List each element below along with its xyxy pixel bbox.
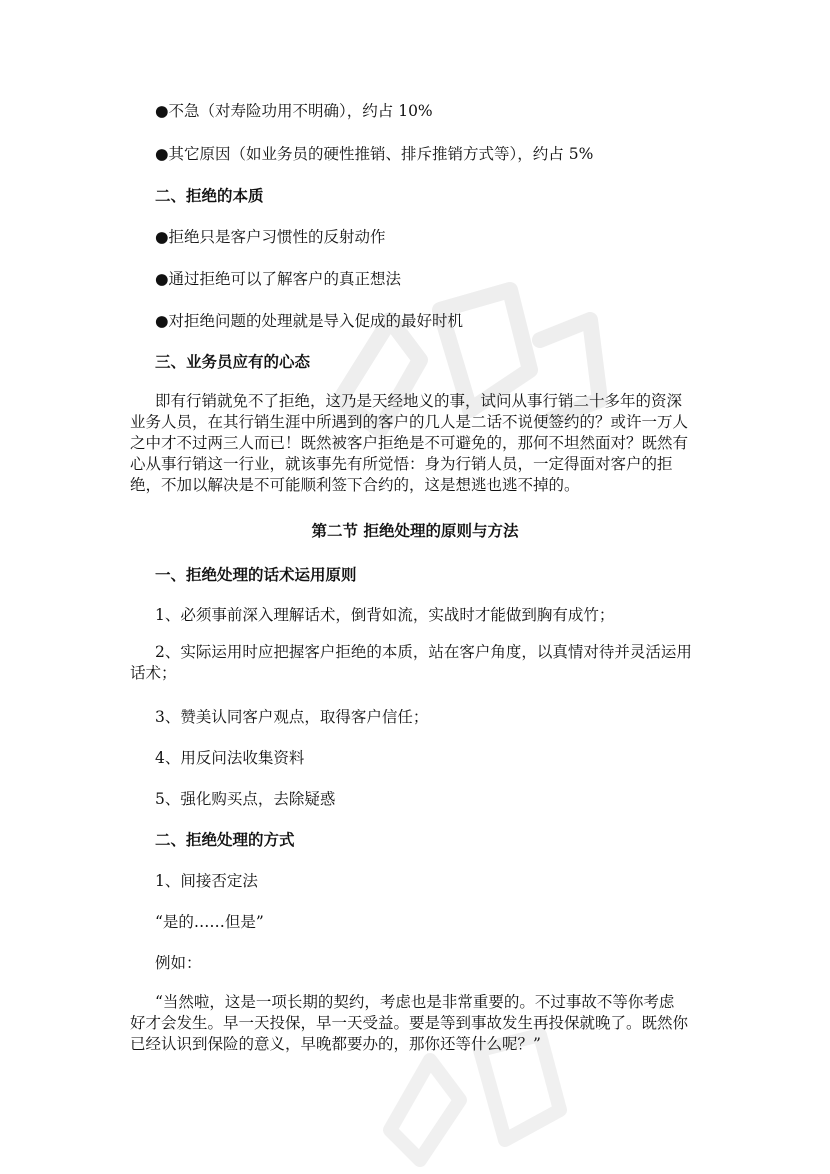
bullet-not-urgent: ●不急（对寿险功用不明确），约占 10% <box>155 102 433 120</box>
heading-mindset: 三、业务员应有的心态 <box>155 352 311 371</box>
mindset-line-5: 绝，不加以解决是不可能顺利签下合约的，这是想逃也逃不掉的。 <box>130 476 580 494</box>
principle-5: 5、强化购买点，去除疑惑 <box>155 790 336 808</box>
method-indirect-negation: 1、间接否定法 <box>155 872 258 890</box>
mindset-line-3: 之中才不过两三人而已！既然被客户拒绝是不可避免的，那何不坦然面对？既然有 <box>130 434 689 452</box>
example-line-1: “当然啦，这是一项长期的契约，考虑也是非常重要的。不过事故不等你考虑 <box>155 993 675 1011</box>
principle-2 <box>130 642 730 684</box>
mindset-line-2: 业务人员，在其行销生涯中所遇到的客户的几人是二话不说便签约的？或许一万人 <box>130 413 689 431</box>
example-line-3: 已经认识到保险的意义，早晚都要办的，那你还等什么呢？” <box>130 1035 541 1053</box>
principle-4: 4、用反问法收集资料 <box>155 749 305 767</box>
bullet-true-thoughts: ●通过拒绝可以了解客户的真正想法 <box>155 270 402 288</box>
principle-1: 1、必须事前深入理解话术，倒背如流，实战时才能做到胸有成竹； <box>155 606 615 624</box>
example-paragraph <box>130 992 730 1055</box>
method-phrase: “是的……但是” <box>155 913 264 931</box>
mindset-line-1: 即有行销就免不了拒绝，这乃是天经地义的事，试问从事行销二十多年的资深 <box>155 392 683 410</box>
heading-principles: 一、拒绝处理的话术运用原则 <box>155 565 357 584</box>
mindset-paragraph <box>130 391 730 496</box>
mindset-line-4: 心从事行销这一行业，就该事先有所觉悟：身为行销人员，一定得面对客户的拒 <box>130 455 673 473</box>
bullet-best-timing: ●对拒绝问题的处理就是导入促成的最好时机 <box>155 312 464 330</box>
example-label: 例如： <box>155 954 202 972</box>
principle-2-line-2: 话术； <box>130 664 177 682</box>
bullet-other-reasons: ●其它原因（如业务员的硬性推销、排斥推销方式等），约占 5% <box>155 145 594 163</box>
bullet-reflex-action: ●拒绝只是客户习惯性的反射动作 <box>155 228 386 246</box>
principle-3: 3、赞美认同客户观点，取得客户信任； <box>155 708 429 726</box>
section-title: 第二节 拒绝处理的原则与方法 <box>311 521 519 540</box>
heading-methods: 二、拒绝处理的方式 <box>155 830 295 849</box>
heading-rejection-nature: 二、拒绝的本质 <box>155 186 264 205</box>
principle-2-line-1: 2、实际运用时应把握客户拒绝的本质，站在客户角度，以真情对待并灵活运用 <box>155 643 692 661</box>
example-line-2: 好才会发生。早一天投保，早一天受益。要是等到事故发生再投保就晚了。既然你 <box>130 1014 689 1032</box>
